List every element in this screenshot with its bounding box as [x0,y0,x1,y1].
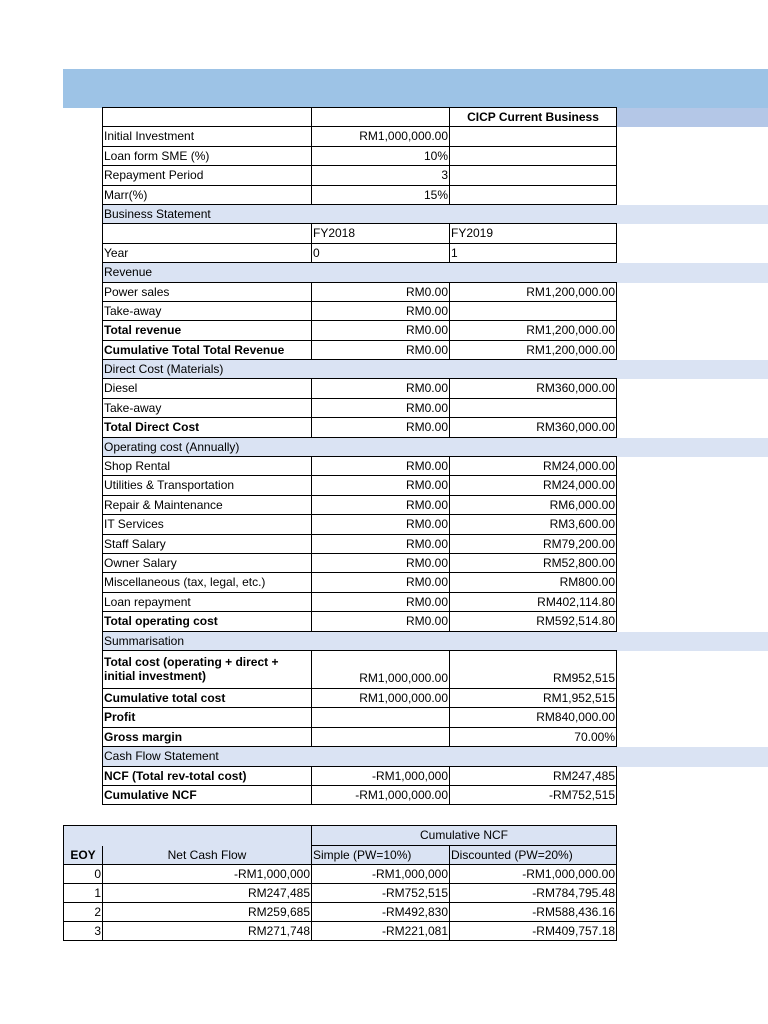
row-value-fy2018: RM0.00 [311,418,449,437]
ncf-cell: -RM1,000,000 [102,865,311,884]
business-sheet [102,108,768,805]
eoy-cell: 1 [63,884,102,903]
business-statement-band [102,205,768,224]
row-label: Repair & Maintenance [102,496,311,515]
row-value-fy2019: RM247,485 [449,767,616,786]
operating-cost-row [102,612,768,631]
row-value-fy2018: RM0.00 [311,457,449,476]
row-value-fy2018 [311,708,449,727]
row-value-fy2018: -RM1,000,000.00 [311,786,449,805]
revenue-band [102,263,768,282]
header-empty-a [102,108,311,127]
row-value-fy2019: RM3,600.00 [449,515,616,534]
row-value-fy2018: RM0.00 [311,321,449,340]
eoy-cell: 2 [63,903,102,922]
revenue-row [102,321,768,340]
operating-cost-row [102,593,768,612]
row-value-fy2018: RM1,000,000.00 [311,689,449,708]
header-empty-b [311,108,449,127]
year-label: Year [102,244,311,263]
row-label: Cumulative total cost [102,689,311,708]
eoy-cell: 3 [63,922,102,941]
total-cost-row [102,651,768,689]
operating-cost-row [102,515,768,534]
revenue-row [102,283,768,302]
row-label: Cumulative Total Total Revenue [102,341,311,360]
row-value-fy2018: RM0.00 [311,535,449,554]
param-label: Initial Investment [102,127,311,146]
operating-cost-row [102,476,768,495]
param-row [102,127,768,146]
row-value-fy2019: RM1,200,000.00 [449,321,616,340]
eoy-cell: 0 [63,865,102,884]
row-value-fy2019: RM592,514.80 [449,612,616,631]
param-label: Marr(%) [102,186,311,205]
section-title: Cash Flow Statement [102,747,768,766]
discounted-cell: -RM588,436.16 [449,903,617,922]
row-value-fy2018: RM1,000,000.00 [311,651,449,689]
row-value-fy2019: RM402,114.80 [449,593,616,612]
eoy-group-header-row [63,826,617,846]
operating-cost-row [102,535,768,554]
ncf-cell: RM271,748 [102,922,311,941]
direct-cost-row [102,418,768,437]
operating-cost-row [102,457,768,476]
row-label: Total revenue [102,321,311,340]
row-value-fy2019: 70.00% [449,728,616,747]
simple-cell: -RM752,515 [311,884,449,903]
eoy-col-ncf: Net Cash Flow [102,846,311,865]
direct-cost-row [102,379,768,398]
row-label: Utilities & Transportation [102,476,311,495]
param-value: 15% [311,186,449,205]
row-value-fy2019 [449,302,616,321]
row-value-fy2018: RM0.00 [311,341,449,360]
row-value-fy2019: RM360,000.00 [449,418,616,437]
section-title: Revenue [102,263,768,282]
row-label: NCF (Total rev-total cost) [102,767,311,786]
operating-cost-band [102,438,768,457]
summarisation-row [102,708,768,727]
operating-cost-row [102,496,768,515]
direct-cost-row [102,399,768,418]
eoy-row [63,922,617,941]
eoy-group-header: Cumulative NCF [311,826,617,846]
section-title: Direct Cost (Materials) [102,360,768,379]
summarisation-band [102,632,768,651]
row-value-fy2018: RM0.00 [311,476,449,495]
param-value: 10% [311,147,449,166]
row-value-fy2019: RM360,000.00 [449,379,616,398]
row-value-fy2018: RM0.00 [311,593,449,612]
simple-cell: -RM221,081 [311,922,449,941]
row-value-fy2018: RM0.00 [311,554,449,573]
direct-cost-band [102,360,768,379]
row-value-fy2018: RM0.00 [311,283,449,302]
section-title: Summarisation [102,632,768,651]
eoy-row [63,865,617,884]
revenue-row [102,302,768,321]
row-value-fy2018: RM0.00 [311,573,449,592]
row-label: Take-away [102,302,311,321]
header-fill [616,108,768,127]
section-title: Operating cost (Annually) [102,438,768,457]
row-label: Profit [102,708,311,727]
row-label: Total cost (operating + direct + initial investment) [102,651,311,689]
year-row [102,244,768,263]
param-value: RM1,000,000.00 [311,127,449,146]
row-value-fy2019: RM840,000.00 [449,708,616,727]
business-statement-title: Business Statement [102,205,768,224]
row-value-fy2019: RM952,515 [449,651,616,689]
cash-flow-row [102,767,768,786]
eoy-col-simple: Simple (PW=10%) [311,846,449,865]
row-label: Staff Salary [102,535,311,554]
param-label: Repayment Period [102,166,311,185]
row-value-fy2018: RM0.00 [311,379,449,398]
fy-1: FY2019 [449,224,616,243]
row-value-fy2018 [311,728,449,747]
summarisation-row [102,728,768,747]
row-label: Total Direct Cost [102,418,311,437]
row-label: Take-away [102,399,311,418]
eoy-col-discounted: Discounted (PW=20%) [449,846,617,865]
row-label: Miscellaneous (tax, legal, etc.) [102,573,311,592]
row-value-fy2019: RM1,952,515 [449,689,616,708]
simple-cell: -RM1,000,000 [311,865,449,884]
row-value-fy2018: -RM1,000,000 [311,767,449,786]
row-value-fy2019: RM52,800.00 [449,554,616,573]
year-0: 0 [311,244,449,263]
row-value-fy2018: RM0.00 [311,612,449,631]
row-value-fy2018: RM0.00 [311,302,449,321]
row-value-fy2019: -RM752,515 [449,786,616,805]
operating-cost-row [102,554,768,573]
param-value: 3 [311,166,449,185]
row-value-fy2019: RM24,000.00 [449,476,616,495]
simple-cell: -RM492,830 [311,903,449,922]
row-value-fy2019: RM6,000.00 [449,496,616,515]
sheet-header-row [102,108,768,127]
sheet-title: CICP Current Business [449,108,616,127]
param-row [102,186,768,205]
discounted-cell: -RM784,795.48 [449,884,617,903]
ncf-cell: RM247,485 [102,884,311,903]
row-label: Power sales [102,283,311,302]
eoy-header-row [63,846,617,865]
row-value-fy2018: RM0.00 [311,515,449,534]
row-label: Gross margin [102,728,311,747]
row-value-fy2019: RM24,000.00 [449,457,616,476]
row-value-fy2018: RM0.00 [311,399,449,418]
row-value-fy2019: RM79,200.00 [449,535,616,554]
discounted-cell: -RM409,757.18 [449,922,617,941]
row-label: Shop Rental [102,457,311,476]
ncf-cell: RM259,685 [102,903,311,922]
eoy-row [63,884,617,903]
row-label: Cumulative NCF [102,786,311,805]
fy-0: FY2018 [311,224,449,243]
param-row [102,166,768,185]
fy-row [102,224,768,243]
cash-flow-band [102,747,768,766]
eoy-col-eoy: EOY [63,846,102,865]
year-1: 1 [449,244,616,263]
discounted-cell: -RM1,000,000.00 [449,865,617,884]
row-label: Total operating cost [102,612,311,631]
row-value-fy2019: RM1,200,000.00 [449,283,616,302]
param-row [102,147,768,166]
operating-cost-row [102,573,768,592]
eoy-table [63,825,617,941]
row-value-fy2019: RM800.00 [449,573,616,592]
row-value-fy2019: RM1,200,000.00 [449,341,616,360]
row-label: Owner Salary [102,554,311,573]
row-label: Loan repayment [102,593,311,612]
summarisation-row [102,689,768,708]
eoy-row [63,903,617,922]
cash-flow-row [102,786,768,805]
row-label: Diesel [102,379,311,398]
header-band [63,69,768,108]
row-value-fy2019 [449,399,616,418]
revenue-row [102,341,768,360]
row-label: IT Services [102,515,311,534]
row-value-fy2018: RM0.00 [311,496,449,515]
param-label: Loan form SME (%) [102,147,311,166]
